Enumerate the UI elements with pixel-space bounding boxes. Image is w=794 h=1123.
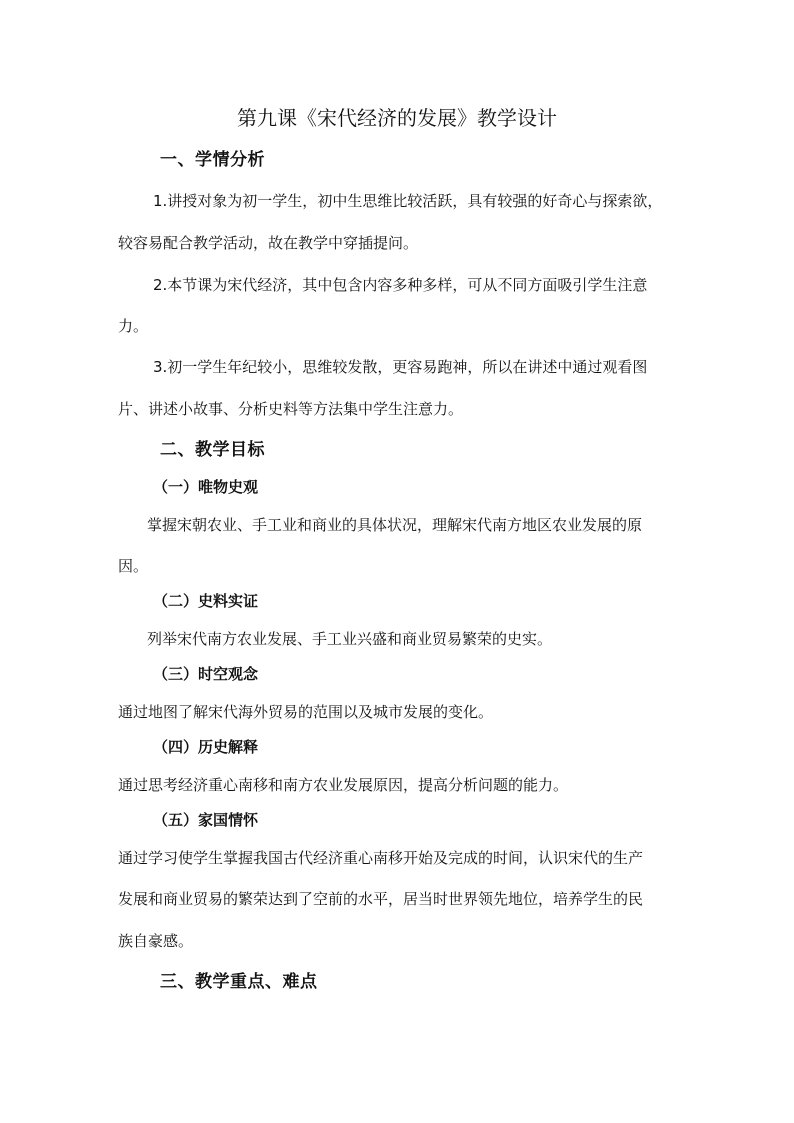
subsection-heading-historical-evidence: （二）史料实证: [153, 592, 259, 610]
paragraph-line: 片、讲述小故事、分析史料等方法集中学生注意力。: [118, 400, 464, 418]
paragraph-line: 通过地图了解宋代海外贸易的范围以及城市发展的变化。: [118, 703, 494, 721]
paragraph-line: 2.本节课为宋代经济，其中包含内容多种多样，可从不同方面吸引学生注意: [153, 276, 648, 294]
section-heading-learner-analysis: 一、学情分析: [160, 150, 265, 170]
paragraph-line: 通过思考经济重心南移和南方农业发展原因，提高分析问题的能力。: [118, 776, 569, 794]
section-heading-teaching-goals: 二、教学目标: [160, 440, 265, 460]
paragraph-line: 因。: [118, 557, 149, 575]
paragraph-line: 列举宋代南方农业发展、手工业兴盛和商业贸易繁荣的史实。: [147, 630, 553, 648]
subsection-heading-historical-interpretation: （四）历史解释: [153, 738, 259, 756]
subsection-heading-patriotism: （五）家国情怀: [153, 811, 259, 829]
document-title: 第九课《宋代经济的发展》教学设计: [237, 106, 557, 130]
paragraph-line: 发展和商业贸易的繁荣达到了空前的水平，居当时世界领先地位，培养学生的民: [118, 890, 644, 908]
paragraph-line: 1.讲授对象为初一学生，初中生思维比较活跃，具有较强的好奇心与探索欲，: [153, 192, 663, 210]
paragraph-line: 族自豪感。: [118, 932, 194, 950]
subsection-heading-spacetime: （三）时空观念: [153, 665, 259, 683]
section-heading-key-points: 三、教学重点、难点: [160, 972, 318, 992]
paragraph-line: 掌握宋朝农业、手工业和商业的具体状况，理解宋代南方地区农业发展的原: [147, 516, 643, 534]
subsection-heading-materialism: （一）唯物史观: [153, 478, 259, 496]
paragraph-line: 3.初一学生年纪较小，思维较发散，更容易跑神，所以在讲述中通过观看图: [153, 358, 648, 376]
paragraph-line: 通过学习使学生掌握我国古代经济重心南移开始及完成的时间，认识宋代的生产: [118, 849, 644, 867]
paragraph-line: 较容易配合教学活动，故在教学中穿插提问。: [118, 234, 419, 252]
paragraph-line: 力。: [118, 317, 149, 335]
